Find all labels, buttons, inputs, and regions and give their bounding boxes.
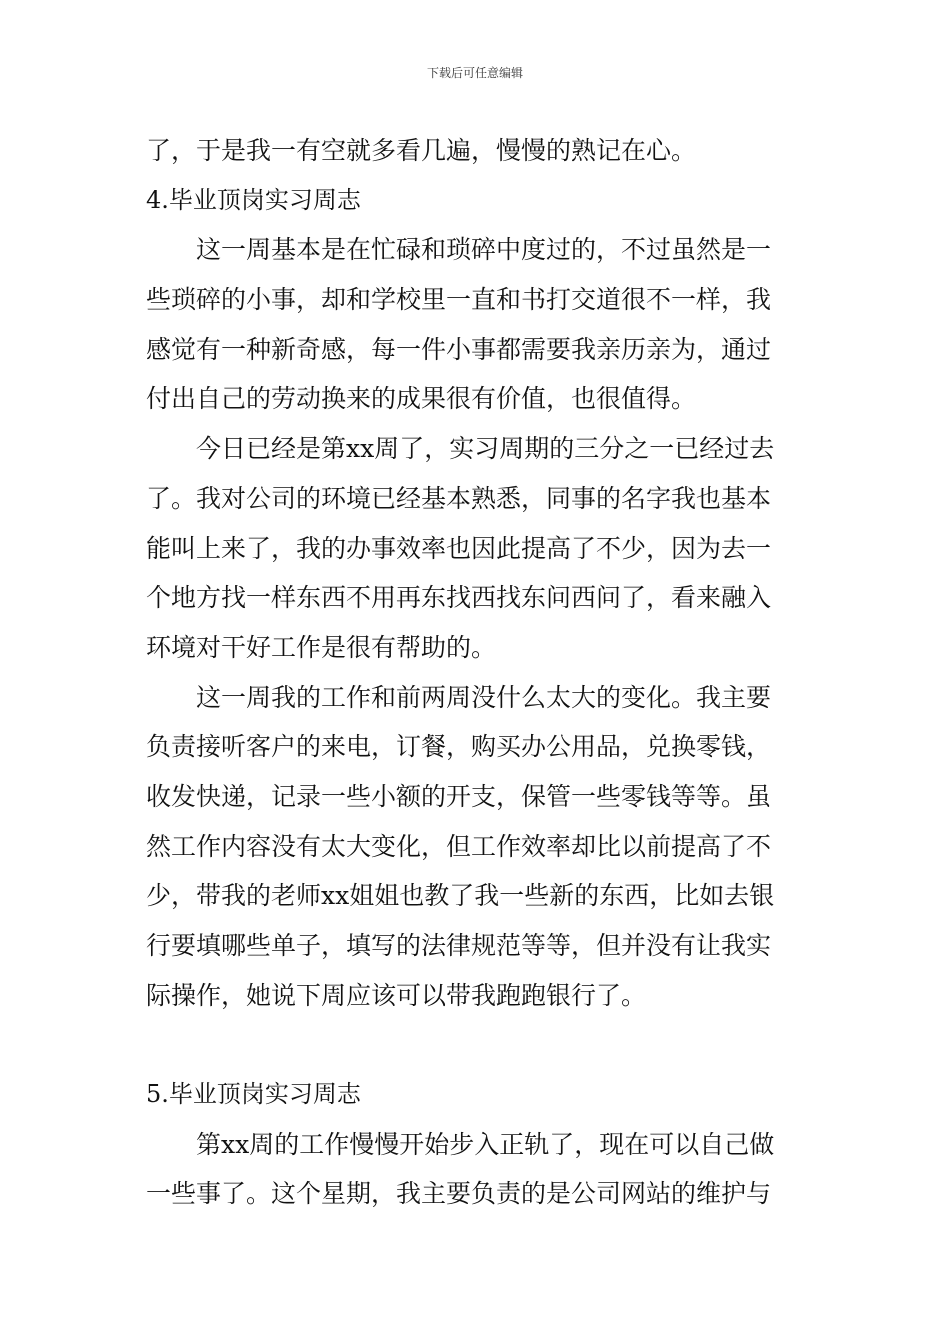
section-heading-4: 4.毕业顶岗实习周志	[146, 185, 361, 214]
paragraph-start: 这一周我的工作和前两周没什么太大的变化。我主要	[196, 682, 772, 712]
text-line: 然工作内容没有太大变化，但工作效率却比以前提高了不	[146, 831, 772, 861]
paragraph-start: 第xx周的工作慢慢开始步入正轨了，现在可以自己做	[196, 1129, 775, 1159]
blank-line	[146, 1020, 808, 1070]
text-line: 际操作，她说下周应该可以带我跑跑银行了。	[146, 980, 647, 1010]
document-body	[146, 126, 808, 1219]
text-line: 能叫上来了，我的办事效率也因此提高了不少，因为去一	[146, 533, 772, 563]
text-line: 感觉有一种新奇感，每一件小事都需要我亲历亲为，通过	[146, 334, 772, 364]
page-header: 下载后可任意编辑	[426, 66, 523, 80]
text-line: 行要填哪些单子，填写的法律规范等等，但并没有让我实	[146, 931, 772, 960]
text-line: 一些事了。这个星期，我主要负责的是公司网站的维护与	[146, 1179, 772, 1209]
paragraph-start: 这一周基本是在忙碌和琐碎中度过的，不过虽然是一	[196, 235, 772, 265]
text-line: 些琐碎的小事，却和学校里一直和书打交道很不一样，我	[146, 285, 772, 315]
text-line: 收发快递，记录一些小额的开支，保管一些零钱等等。虽	[146, 781, 772, 811]
section-heading-5: 5.毕业顶岗实习周志	[146, 1080, 361, 1109]
text-line: 付出自己的劳动换来的成果很有价值，也很值得。	[146, 384, 697, 414]
text-line: 负责接听客户的来电，订餐，购买办公用品，兑换零钱，	[146, 732, 772, 762]
text-line: 了，于是我一有空就多看几遍，慢慢的熟记在心。	[146, 136, 697, 165]
text-line: 环境对干好工作是很有帮助的。	[146, 632, 497, 662]
text-line: 个地方找一样东西不用再东找西找东问西问了，看来融入	[146, 583, 772, 613]
paragraph-start: 今日已经是第xx周了，实习周期的三分之一已经过去	[196, 434, 775, 464]
text-line: 了。我对公司的环境已经基本熟悉，同事的名字我也基本	[146, 483, 772, 513]
text-line: 少，带我的老师xx姐姐也教了我一些新的东西，比如去银	[146, 881, 775, 911]
